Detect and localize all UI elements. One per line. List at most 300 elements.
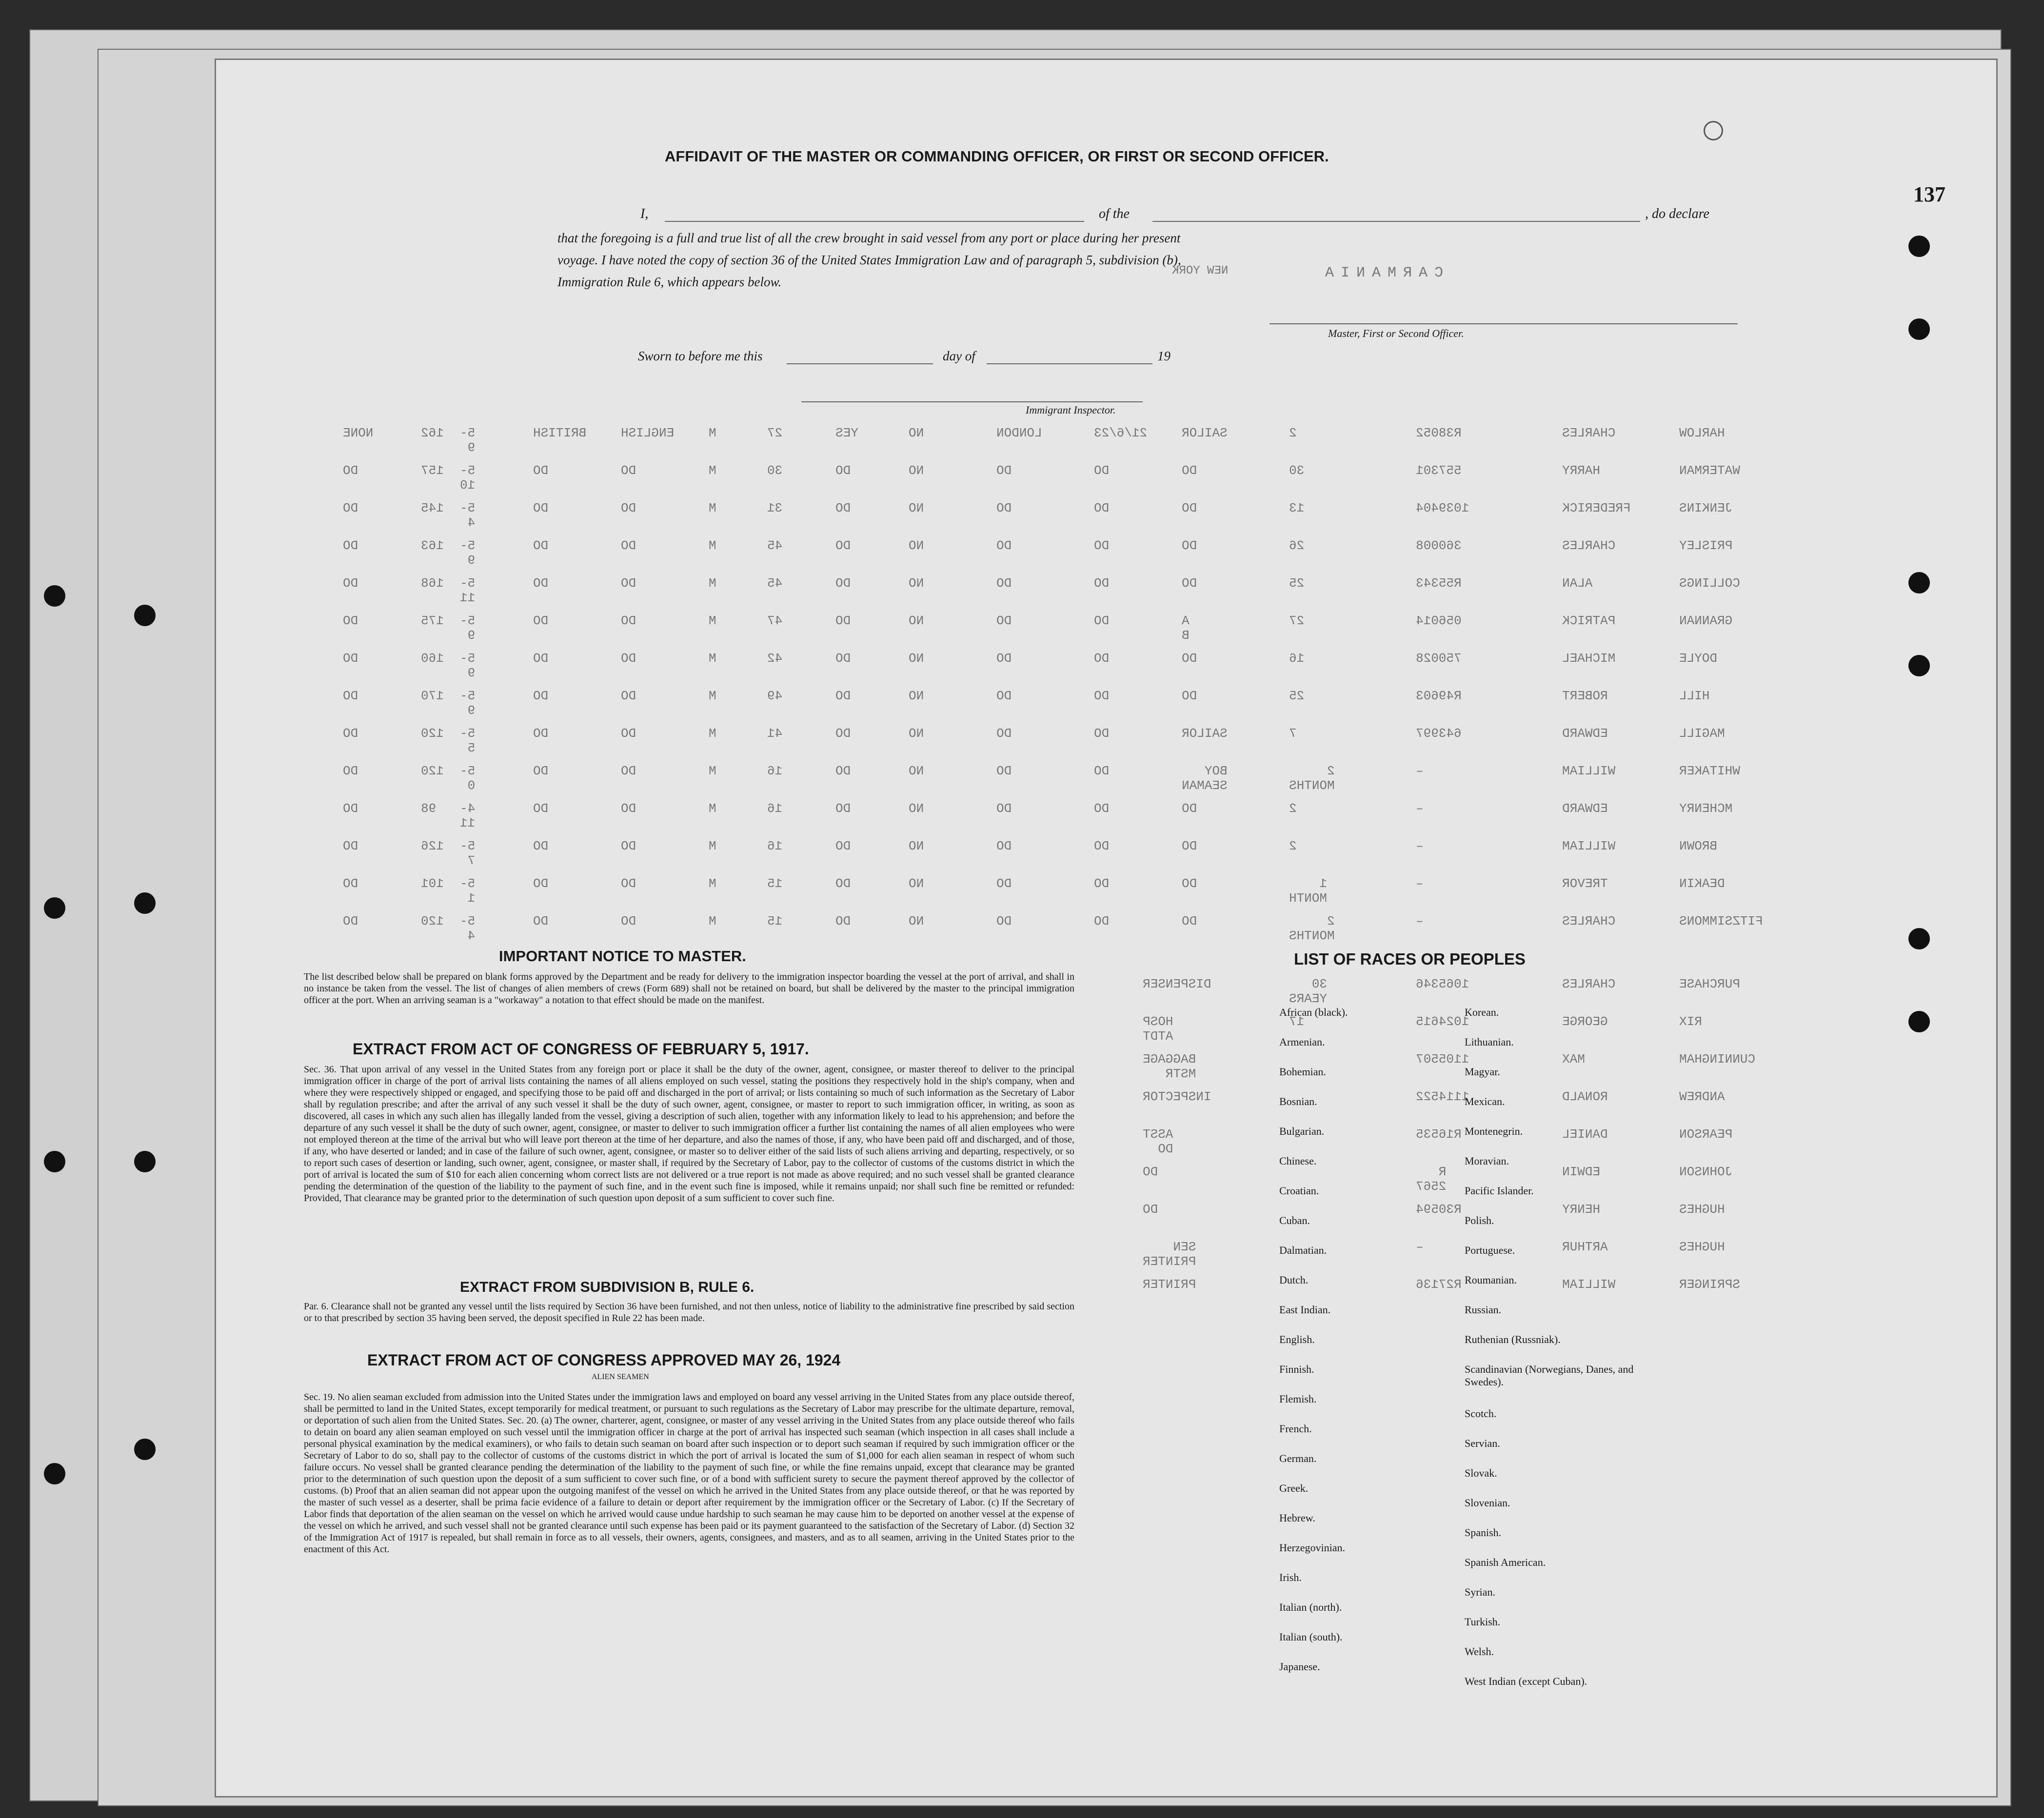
crew-cell: 4-11 <box>460 801 476 830</box>
crew-cell: INSPECTOR <box>1143 1089 1211 1104</box>
crew-cell: DO <box>1182 801 1197 816</box>
race-item: Dutch. <box>1279 1274 1309 1286</box>
master-signature-line <box>1270 323 1738 324</box>
crew-cell: NO <box>909 613 924 628</box>
crew-cell: 2 <box>1289 801 1297 816</box>
crew-cell: DO <box>621 876 636 891</box>
crew-cell: 5-1 <box>460 876 476 906</box>
crew-cell: PRINTER <box>1143 1277 1196 1292</box>
crew-cell: 7 <box>1289 726 1297 741</box>
crew-cell: DO <box>996 839 1012 853</box>
binder-hole <box>44 585 65 607</box>
crew-cell: 49 <box>767 689 783 703</box>
crew-cell: NO <box>909 801 924 816</box>
crew-cell: – <box>1416 1240 1424 1254</box>
crew-cell: MICHAEL <box>1562 651 1616 666</box>
race-item: Greek. <box>1279 1482 1309 1494</box>
crew-cell: NO <box>909 876 924 891</box>
crew-cell: DO <box>621 764 636 778</box>
crew-cell: M <box>709 501 716 515</box>
crew-cell: 5-0 <box>460 764 476 793</box>
sworn-month-blank <box>987 363 1152 364</box>
crew-cell: M <box>709 651 716 666</box>
binder-hole <box>134 1439 156 1460</box>
crew-cell: FREDERICK <box>1562 501 1631 515</box>
crew-cell: NO <box>909 914 924 929</box>
crew-cell: 16 <box>1289 651 1305 666</box>
crew-cell: MCHENRY <box>1679 801 1733 816</box>
crew-cell: NO <box>909 651 924 666</box>
crew-cell: DO <box>343 726 358 741</box>
race-item: French. <box>1279 1423 1312 1435</box>
crew-cell: 5-5 <box>460 726 476 755</box>
crew-cell: R30594 <box>1416 1202 1462 1217</box>
race-item: Armenian. <box>1279 1036 1325 1048</box>
race-item: Scotch. <box>1465 1407 1497 1420</box>
race-item: Russian. <box>1465 1304 1502 1316</box>
crew-cell: DO <box>533 876 549 891</box>
race-item: African (black). <box>1279 1006 1348 1018</box>
crew-cell: GRANNAN <box>1679 613 1733 628</box>
crew-cell: 42 <box>767 651 783 666</box>
crew-cell: CUNNINGHAM <box>1679 1052 1756 1067</box>
crew-cell: DO <box>835 839 851 853</box>
crew-cell: DO <box>621 463 636 478</box>
extract-1917-title: EXTRACT FROM ACT OF CONGRESS OF FEBRUARY 5, 1917. <box>353 1040 809 1058</box>
race-item: Chinese. <box>1279 1155 1317 1167</box>
crew-cell: DO <box>1182 689 1197 703</box>
crew-cell: 5-9 <box>460 538 476 568</box>
crew-cell: DEAKIN <box>1679 876 1725 891</box>
crew-cell: SEN PRINTER <box>1143 1240 1196 1269</box>
crew-cell: DO <box>1182 463 1197 478</box>
crew-cell: DO <box>1143 1202 1158 1217</box>
sworn-day-blank <box>787 363 933 364</box>
crew-cell: 157 <box>421 463 444 478</box>
punch-hole <box>1908 236 1930 257</box>
crew-cell: 162 <box>421 426 444 440</box>
crew-cell: 98 <box>421 801 437 816</box>
crew-cell: DO <box>533 463 549 478</box>
race-item: West Indian (except Cuban). <box>1465 1675 1588 1687</box>
crew-cell: RIX <box>1679 1014 1702 1029</box>
crew-cell: M <box>709 801 716 816</box>
punch-hole <box>1908 928 1930 949</box>
crew-cell: DO <box>835 538 851 553</box>
punch-hole <box>1908 655 1930 676</box>
crew-cell: HILL <box>1679 689 1710 703</box>
binder-hole <box>44 1463 65 1484</box>
crew-cell: FITZSIMMONS <box>1679 914 1763 929</box>
race-item: East Indian. <box>1279 1304 1331 1316</box>
crew-cell: DO <box>1182 501 1197 515</box>
crew-cell: SAILOR <box>1182 426 1228 440</box>
crew-cell: ARTHUR <box>1562 1240 1608 1254</box>
crew-cell: NO <box>909 576 924 591</box>
punch-hole <box>1908 572 1930 593</box>
race-item: Bosnian. <box>1279 1095 1317 1107</box>
race-item: Herzegovinian. <box>1279 1541 1345 1554</box>
crew-cell: DO <box>996 576 1012 591</box>
crew-cell: 5-9 <box>460 613 476 643</box>
crew-cell: ANDREW <box>1679 1089 1725 1104</box>
binder-hole <box>134 605 156 626</box>
crew-cell: 360008 <box>1416 538 1462 553</box>
crew-cell: DO <box>835 764 851 778</box>
crew-cell: DO <box>1094 689 1110 703</box>
crew-cell: DO <box>621 801 636 816</box>
crew-cell: R16535 <box>1416 1127 1462 1142</box>
race-item: Bohemian. <box>1279 1066 1326 1078</box>
crew-cell: HUGHES <box>1679 1240 1725 1254</box>
race-item: Dalmatian. <box>1279 1244 1327 1256</box>
crew-cell: DO <box>621 538 636 553</box>
race-item: Welsh. <box>1465 1645 1494 1658</box>
crew-cell: – <box>1416 914 1424 929</box>
master-caption: Master, First or Second Officer. <box>1328 327 1464 339</box>
race-item: Montenegrin. <box>1465 1125 1523 1137</box>
crew-cell: HARRY <box>1562 463 1601 478</box>
crew-cell: DO <box>996 876 1012 891</box>
crew-cell: DO <box>1143 1165 1158 1179</box>
crew-cell: 27 <box>767 426 783 440</box>
crew-cell: 5-11 <box>460 576 476 605</box>
crew-cell: DO <box>1182 876 1197 891</box>
crew-cell: WILLIAM <box>1562 1277 1616 1292</box>
crew-cell: DISPENSER <box>1143 977 1211 991</box>
crew-cell: DO <box>343 463 358 478</box>
crew-cell: 5-9 <box>460 651 476 680</box>
race-item: Syrian. <box>1465 1586 1495 1598</box>
bleed-port-name: NEW YORK <box>1172 264 1229 277</box>
race-item: Bulgarian. <box>1279 1125 1325 1137</box>
crew-cell: ENGLISH <box>621 426 675 440</box>
extract-1924-title: EXTRACT FROM ACT OF CONGRESS APPROVED MAY 26, 1924 <box>367 1351 841 1369</box>
crew-cell: 1 MONTH <box>1289 876 1327 906</box>
crew-cell: DO <box>621 914 636 929</box>
race-item: Servian. <box>1465 1437 1500 1449</box>
crew-cell: CHARLES <box>1562 914 1616 929</box>
crew-cell: 1114522 <box>1416 1089 1469 1104</box>
crew-cell: DO <box>1182 576 1197 591</box>
crew-cell: JENKINS <box>1679 501 1733 515</box>
crew-cell: 170 <box>421 689 444 703</box>
crew-cell: R 2567 <box>1415 1165 1447 1194</box>
crew-cell: DO <box>533 726 549 741</box>
crew-cell: 25 <box>1289 576 1305 591</box>
sworn-year: 19 <box>1157 349 1171 363</box>
crew-cell: 163 <box>421 538 444 553</box>
crew-cell: 1039404 <box>1416 501 1469 515</box>
crew-cell: 17 <box>1289 1014 1305 1029</box>
crew-cell: 27 <box>1289 613 1305 628</box>
crew-cell: DO <box>343 501 358 515</box>
page-number: 137 <box>1913 182 1945 206</box>
crew-cell: DO <box>1094 876 1110 891</box>
race-item: Irish. <box>1279 1571 1302 1583</box>
crew-cell: DO <box>1094 501 1110 515</box>
crew-cell: 750028 <box>1416 651 1462 666</box>
crew-cell: DO <box>343 651 358 666</box>
crew-cell: PATRICK <box>1562 613 1616 628</box>
crew-cell: 120 <box>421 726 444 741</box>
affidavit-title: AFFIDAVIT OF THE MASTER OR COMMANDING OFFICER, OR FIRST OR SECOND OFFICER. <box>665 148 1329 165</box>
crew-cell: YES <box>835 426 858 440</box>
crew-cell: NO <box>909 501 924 515</box>
crew-cell: M <box>709 689 716 703</box>
crew-cell: DO <box>533 613 549 628</box>
crew-cell: DO <box>343 576 358 591</box>
crew-cell: 47 <box>767 613 783 628</box>
crew-cell: DO <box>1094 726 1110 741</box>
crew-cell: BOY SEAMAN <box>1181 764 1228 793</box>
crew-cell: HUGHES <box>1679 1202 1725 1217</box>
crew-cell: 45 <box>767 538 783 553</box>
crew-cell: DO <box>996 689 1012 703</box>
crew-cell: R38052 <box>1416 426 1462 440</box>
crew-cell: 101 <box>421 876 444 891</box>
crew-cell: DO <box>996 501 1012 515</box>
affidavit-i: I, <box>640 206 649 221</box>
crew-cell: TREVOR <box>1562 876 1608 891</box>
crew-cell: DO <box>835 876 851 891</box>
crew-cell: 30 <box>1289 463 1305 478</box>
crew-cell: DO <box>621 839 636 853</box>
crew-cell: PURCHASE <box>1679 977 1740 991</box>
crew-cell: 5-9 <box>460 689 476 718</box>
crew-cell: M <box>709 613 716 628</box>
crew-cell: DO <box>996 651 1012 666</box>
extract-1924-text: Sec. 19. No alien seaman excluded from admission into the United States under the immigration laws and employed on board any vessel arriving in the United States from any place outside thereof, shall be permitted to land in the United States, except temporarily for medical treatment, or pursuant to such regulations as the Secretary of Labor may prescribe for the ultimate departure, removal, or deportation of such alien from the United States. Sec. 20. (a) The owner, charterer, agent, consignee, or master of any vessel arriving in the United States from any place outside thereof who fails to detain on board any alien seaman employed on such vessel until the immigration officer in charge at the port of arrival has inspected such seaman (which inspection in all cases shall include a personal physical examination by the medical examiners), or who fails to detain such seaman on board after such inspection or to deport such seaman if required by such immigration officer or the Secretary of Labor to do so, shall pay to the collector of customs of the customs district in which the port of arrival is located the sum of $1,000 for each alien seaman in respect of whom such failure occurs. No vessel shall be granted clearance pending the determination of the liability to the payment of such fine, or while the fine remains unpaid, except that clearance may be granted prior to the determination of such question upon the deposit of a sum sufficient to cover such fine, or of a bond with sufficient surety to secure the payment thereof approved by the collector of customs. (b) Proof that an alien seaman did not appear upon the outgoing manifest of the vessel on which he arrived in the United States from any place outside thereof, or that he was reported by the master of such vessel as a deserter, shall be prima facie evidence of a failure to detain or deport after requirement by the immigration officer or the Secretary of Labor. (c) If the Secretary of Labor finds that deportation of the alien seaman on the vessel on which he arrived would cause undue hardship to such seaman he may cause him to be deported on another vessel at the expense of the vessel on which he arrived, and such vessel shall not be granted clearance until such expense has been paid or its payment guaranteed to the satisfaction of the Secretary of Labor. (d) Section 32 of the Immigration Act of 1917 is repealed, but shall remain in force as to all vessels, their owners, agents, consignees, and masters, and as to all seamen, arriving in the United States prior to the enactment of this Act. <box>304 1392 1074 1555</box>
crew-cell: DO <box>835 651 851 666</box>
crew-cell: 120 <box>421 914 444 929</box>
race-item: Flemish. <box>1279 1393 1317 1405</box>
race-item: Ruthenian (Russniak). <box>1465 1333 1561 1345</box>
crew-cell: DO <box>533 689 549 703</box>
crew-cell: M <box>709 576 716 591</box>
affidavit-line4: Immigration Rule 6, which appears below. <box>557 275 782 289</box>
crew-cell: 175 <box>421 613 444 628</box>
race-item: Mexican. <box>1465 1095 1505 1107</box>
race-item: Hebrew. <box>1279 1512 1315 1524</box>
crew-cell: M <box>709 463 716 478</box>
crew-cell: WILLIAM <box>1562 839 1616 853</box>
crew-cell: 5-4 <box>460 914 476 943</box>
crew-cell: DO <box>343 914 358 929</box>
crew-cell: BROWN <box>1679 839 1718 853</box>
manifest-page <box>215 59 1998 1798</box>
crew-cell: DO <box>996 613 1012 628</box>
affidavit-line2: that the foregoing is a full and true list of all the crew brought in said vessel from any port or place during her present <box>557 231 1181 245</box>
crew-cell: M <box>709 914 716 929</box>
crew-cell: 15 <box>767 914 783 929</box>
crew-cell: DO <box>343 689 358 703</box>
crew-cell: DO <box>835 801 851 816</box>
crew-cell: DO <box>1094 801 1110 816</box>
extract-1924-subtitle: ALIEN SEAMEN <box>592 1373 649 1381</box>
crew-cell: PEARSON <box>1679 1127 1733 1142</box>
crew-cell: 126 <box>421 839 444 853</box>
race-item: Italian (south). <box>1279 1631 1343 1643</box>
crew-cell: 30 YEARS <box>1289 977 1328 1006</box>
punch-hole <box>1908 1011 1930 1032</box>
crew-cell: JOHNSON <box>1679 1165 1733 1179</box>
crew-cell: 16 <box>767 801 783 816</box>
crew-cell: DO <box>533 839 549 853</box>
crew-cell: 2 MONTHS <box>1289 764 1335 793</box>
crew-cell: DO <box>533 764 549 778</box>
crew-cell: – <box>1416 839 1424 853</box>
crew-cell: NO <box>909 426 924 440</box>
crew-cell: DO <box>1094 538 1110 553</box>
affidavit-line3: voyage. I have noted the copy of section 36 of the United States Immigration Law and of paragraph 5, subdivision (b), <box>557 253 1181 267</box>
race-item: Moravian. <box>1465 1155 1509 1167</box>
crew-cell: NONE <box>343 426 374 440</box>
affidavit-of-the: of the <box>1099 206 1130 221</box>
vessel-blank <box>1152 221 1640 222</box>
race-item: Spanish. <box>1465 1526 1502 1539</box>
crew-cell: DO <box>1094 651 1110 666</box>
crew-cell: DO <box>835 689 851 703</box>
crew-cell: DO <box>1094 613 1110 628</box>
crew-cell: DO <box>621 651 636 666</box>
race-item: Spanish American. <box>1465 1556 1546 1568</box>
crew-cell: CHARLES <box>1562 977 1616 991</box>
crew-cell: DO <box>835 463 851 478</box>
crew-cell: 2 <box>1289 839 1297 853</box>
crew-cell: 16 <box>767 764 783 778</box>
crew-cell: DO <box>1094 576 1110 591</box>
notice-title: IMPORTANT NOTICE TO MASTER. <box>499 948 746 965</box>
crew-cell: DO <box>996 726 1012 741</box>
crew-cell: 5-7 <box>460 839 476 868</box>
crew-cell: 1065346 <box>1416 977 1469 991</box>
crew-cell: DO <box>533 801 549 816</box>
sworn-day-of: day of <box>943 349 975 363</box>
crew-cell: M <box>709 876 716 891</box>
crew-cell: BRITISH <box>533 426 587 440</box>
crew-cell: DO <box>1094 839 1110 853</box>
crew-cell: 31 <box>767 501 783 515</box>
crew-cell: EDWARD <box>1562 726 1608 741</box>
crew-cell: 056014 <box>1416 613 1462 628</box>
crew-cell: 13 <box>1289 501 1305 515</box>
crew-cell: CHARLES <box>1562 538 1616 553</box>
crew-cell: DO <box>1182 538 1197 553</box>
crew-cell: ROBERT <box>1562 689 1608 703</box>
crew-cell: COLLINGS <box>1679 576 1740 591</box>
name-blank <box>665 221 1084 222</box>
crew-cell: LONDON <box>996 426 1042 440</box>
crew-cell: R27136 <box>1416 1277 1462 1292</box>
race-item: Turkish. <box>1465 1616 1501 1628</box>
race-item: Italian (north). <box>1279 1601 1342 1613</box>
race-item: Slovak. <box>1465 1467 1497 1479</box>
binder-hole <box>134 892 156 914</box>
race-item: German. <box>1279 1452 1317 1464</box>
extract-rule6-text: Par. 6. Clearance shall not be granted any vessel until the lists required by Section 36 have been furnished, and not then unless, notice of liability to the administrative fine prescribed by said section or to that prescribed by section 35 having been served, the deposit specified in Rule 22 has been made. <box>304 1301 1074 1324</box>
race-item: Finnish. <box>1279 1363 1314 1375</box>
crew-cell: DO <box>533 501 549 515</box>
crew-cell: NO <box>909 689 924 703</box>
crew-cell: NO <box>909 538 924 553</box>
crew-cell: NO <box>909 839 924 853</box>
crew-cell: DO <box>996 538 1012 553</box>
races-title: LIST OF RACES OR PEOPLES <box>1294 950 1526 968</box>
crew-cell: SAILOR <box>1182 726 1228 741</box>
crew-cell: DO <box>996 764 1012 778</box>
crew-cell: DO <box>343 876 358 891</box>
crew-cell: DO <box>1094 463 1110 478</box>
crew-cell: WATERMAN <box>1679 463 1740 478</box>
notice-text: The list described below shall be prepared on blank forms approved by the Department and be ready for delivery to the immigration inspector boarding the vessel at the port of arrival, and shall in no instance be taken from the vessel. The list of changes of alien members of crews (Form 689) shall not be retained on board, but shall be delivered by the master to the principal immigration officer at the port. When an arriving seaman is a "workaway" a notation to that effect should be made on the manifest. <box>304 971 1074 1006</box>
crew-cell: DO <box>835 501 851 515</box>
crew-cell: DO <box>835 613 851 628</box>
crew-cell: DO <box>996 914 1012 929</box>
crew-cell: DO <box>621 501 636 515</box>
crew-cell: M <box>709 764 716 778</box>
race-item: Lithuanian. <box>1465 1036 1514 1048</box>
crew-cell: DO <box>343 538 358 553</box>
crew-cell: DO <box>996 463 1012 478</box>
crew-cell: – <box>1416 876 1424 891</box>
race-item: Cuban. <box>1279 1214 1310 1226</box>
crew-cell: 120 <box>421 764 444 778</box>
punch-hole <box>1908 318 1930 340</box>
crew-cell: M <box>709 426 716 440</box>
crew-cell: 5-10 <box>460 463 476 493</box>
crew-cell: 25 <box>1289 689 1305 703</box>
crew-cell: 45 <box>767 576 783 591</box>
extract-rule6-title: EXTRACT FROM SUBDIVISION B, RULE 6. <box>460 1279 754 1295</box>
crew-cell: 26 <box>1289 538 1305 553</box>
crew-cell: M <box>709 538 716 553</box>
crew-cell: ASST DO <box>1143 1127 1173 1156</box>
crew-cell: DO <box>835 726 851 741</box>
crew-cell: DO <box>343 613 358 628</box>
crew-cell: HARLOW <box>1679 426 1725 440</box>
inspector-caption: Immigrant Inspector. <box>1026 404 1116 416</box>
crew-cell: PRISLEY <box>1679 538 1733 553</box>
crew-cell: DO <box>1182 914 1197 929</box>
crew-cell: DO <box>996 801 1012 816</box>
crew-cell: 145 <box>421 501 444 515</box>
crew-cell: 168 <box>421 576 444 591</box>
crew-cell: CHARLES <box>1562 426 1616 440</box>
crew-cell: DO <box>343 839 358 853</box>
race-item: English. <box>1279 1333 1315 1345</box>
crew-cell: DO <box>533 538 549 553</box>
binder-hole <box>44 897 65 919</box>
binder-hole <box>44 1151 65 1172</box>
race-item: Portuguese. <box>1465 1244 1515 1256</box>
crew-cell: EDWARD <box>1562 801 1608 816</box>
crew-cell: WILLIAM <box>1562 764 1616 778</box>
crew-cell: DO <box>533 576 549 591</box>
crew-cell: EDWIN <box>1562 1165 1601 1179</box>
crew-cell: 41 <box>767 726 783 741</box>
crew-cell: M <box>709 839 716 853</box>
crew-cell: – <box>1416 764 1424 778</box>
crew-cell: 1024615 <box>1416 1014 1469 1029</box>
crew-cell: HENRY <box>1562 1202 1601 1217</box>
binder-hole <box>134 1151 156 1172</box>
crew-cell: 2 MONTHS <box>1289 914 1335 943</box>
race-item: Pacific Islander. <box>1465 1185 1534 1197</box>
race-item: Polish. <box>1465 1214 1494 1226</box>
sworn-label: Sworn to before me this <box>638 349 763 363</box>
race-item: Magyar. <box>1465 1066 1500 1078</box>
